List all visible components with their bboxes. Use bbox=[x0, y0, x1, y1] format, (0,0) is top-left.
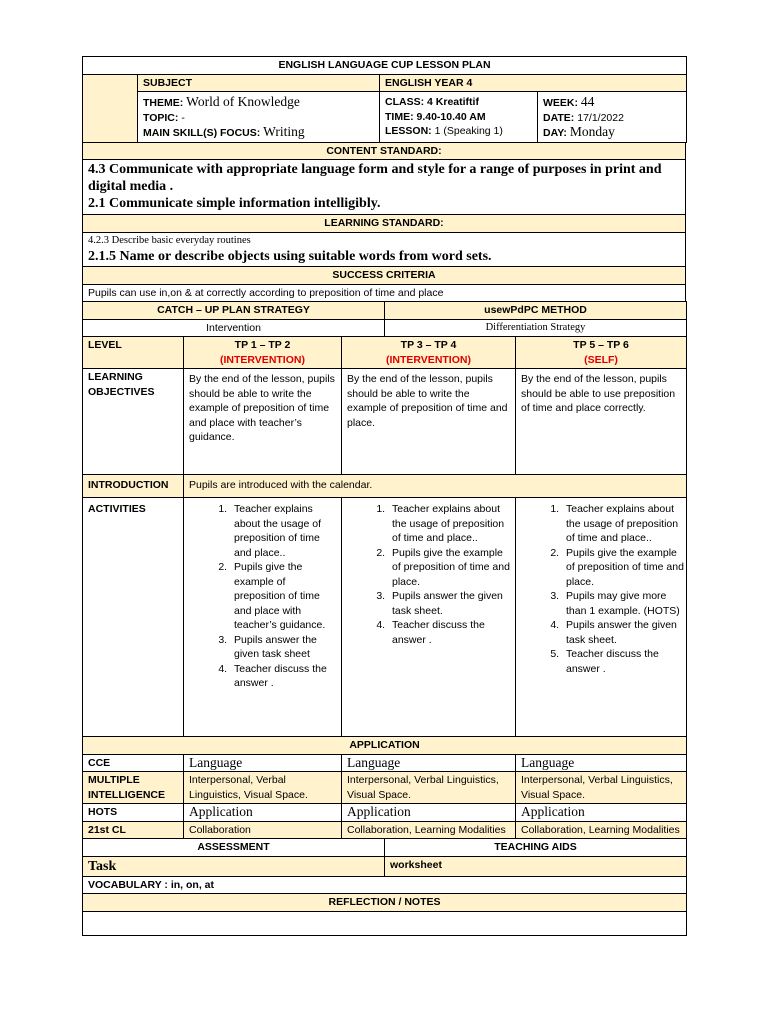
list-item: 4. Teacher discuss the answer . bbox=[230, 662, 339, 691]
objectives-col2: By the end of the lesson, pupils should be able to write the example of preposition of time and place. bbox=[342, 369, 516, 475]
activities-list-3 bbox=[516, 502, 684, 676]
hots-label: HOTS bbox=[83, 804, 184, 822]
list-item: 1. Teacher explains about the usage of preposition of time and place.. bbox=[230, 502, 339, 560]
reflection-label: REFLECTION / NOTES bbox=[83, 894, 687, 912]
mi-label: MULTIPLE INTELLIGENCE bbox=[83, 772, 184, 804]
list-item: 3. Pupils may give more than 1 example. (HOTS) bbox=[562, 589, 684, 618]
introduction-label: INTRODUCTION bbox=[83, 475, 184, 498]
week-value: 44 bbox=[580, 94, 595, 109]
list-item: 4. Pupils answer the given task sheet. bbox=[562, 618, 684, 647]
level-label: LEVEL bbox=[83, 337, 184, 369]
application-table bbox=[82, 736, 687, 839]
cce-col1: Language bbox=[184, 754, 342, 772]
level-col2: TP 3 – TP 4 (INTERVENTION) bbox=[342, 337, 516, 369]
activities-col3 bbox=[516, 498, 687, 737]
catch-up-label: CATCH – UP PLAN STRATEGY bbox=[83, 302, 385, 320]
lesson-plan-sheet bbox=[82, 56, 686, 936]
success-criteria-label: SUCCESS CRITERIA bbox=[83, 267, 686, 285]
week-cell: WEEK: 44 DATE: 17/1/2022 DAY: Monday bbox=[538, 92, 687, 143]
list-item: 5. Teacher discuss the answer . bbox=[562, 647, 684, 676]
list-item: 2. Pupils give the example of preposition of time and place with teacher’s guidance. bbox=[230, 560, 339, 633]
levels-table bbox=[82, 336, 687, 737]
hots-col1: Application bbox=[184, 804, 342, 822]
activities-col1 bbox=[184, 498, 342, 737]
content-standard-text: 4.3 Communicate with appropriate language form and style for a range of purposes in print and digital media . 2.1 Communicate simple information intelligibly. bbox=[83, 160, 686, 215]
list-item: 2. Pupils give the example of preposition of time and place. bbox=[562, 546, 684, 590]
skill-value: Writing bbox=[263, 124, 305, 139]
catch-up-value: Intervention bbox=[83, 319, 385, 337]
cce-col3: Language bbox=[516, 754, 687, 772]
cl-col1: Collaboration bbox=[184, 821, 342, 839]
theme-cell: THEME: World of Knowledge TOPIC: - MAIN SKILL(S) FOCUS: Writing bbox=[138, 92, 380, 143]
objectives-label: LEARNING OBJECTIVES bbox=[83, 369, 184, 475]
cl-label: 21st CL bbox=[83, 821, 184, 839]
level-col1: TP 1 – TP 2 (INTERVENTION) bbox=[184, 337, 342, 369]
teaching-aids-label: TEACHING AIDS bbox=[385, 839, 687, 857]
mi-col2: Interpersonal, Verbal Linguistics, Visual Space. bbox=[342, 772, 516, 804]
vocabulary: VOCABULARY : in, on, at bbox=[83, 876, 687, 894]
assessment-value: Task bbox=[83, 856, 385, 876]
hots-col3: Application bbox=[516, 804, 687, 822]
list-item: 3. Pupils answer the given task sheet bbox=[230, 633, 339, 662]
activities-col2 bbox=[342, 498, 516, 737]
list-item: 2. Pupils give the example of preposition of time and place. bbox=[388, 546, 513, 590]
class-cell: CLASS: 4 Kreatiftif TIME: 9.40-10.40 AM LESSON: 1 (Speaking 1) bbox=[380, 92, 538, 143]
cl-col3: Collaboration, Learning Modalities bbox=[516, 821, 687, 839]
class-value: 4 Kreatiftif bbox=[427, 96, 479, 108]
mi-col1: Interpersonal, Verbal Linguistics, Visual Space. bbox=[184, 772, 342, 804]
time-value: 9.40-10.40 AM bbox=[416, 110, 486, 123]
method-value: Differentiation Strategy bbox=[385, 319, 687, 337]
content-standard-label: CONTENT STANDARD: bbox=[83, 142, 686, 160]
page-title: ENGLISH LANGUAGE CUP LESSON PLAN bbox=[83, 57, 687, 75]
method-label: usewPdPC METHOD bbox=[385, 302, 687, 320]
cl-col2: Collaboration, Learning Modalities bbox=[342, 821, 516, 839]
cce-label: CCE bbox=[83, 754, 184, 772]
hots-col2: Application bbox=[342, 804, 516, 822]
date-value: 17/1/2022 bbox=[577, 111, 624, 124]
mi-col3: Interpersonal, Verbal Linguistics, Visual Space. bbox=[516, 772, 687, 804]
application-label: APPLICATION bbox=[83, 737, 687, 755]
level-col3: TP 5 – TP 6 (SELF) bbox=[516, 337, 687, 369]
assessment-table bbox=[82, 838, 687, 936]
strategy-table bbox=[82, 301, 687, 337]
assessment-label: ASSESSMENT bbox=[83, 839, 385, 857]
objectives-col1: By the end of the lesson, pupils should be able to write the example of preposition of time and place with teacher’s guidance. bbox=[184, 369, 342, 475]
list-item: 1. Teacher explains about the usage of preposition of time and place.. bbox=[388, 502, 513, 546]
activities-list-1 bbox=[184, 502, 339, 691]
header-table bbox=[82, 56, 687, 143]
cce-col2: Language bbox=[342, 754, 516, 772]
list-item: 4. Teacher discuss the answer . bbox=[388, 618, 513, 647]
standards-table bbox=[82, 142, 686, 303]
learning-standard-label: LEARNING STANDARD: bbox=[83, 215, 686, 233]
list-item: 3. Pupils answer the given task sheet. bbox=[388, 589, 513, 618]
introduction-text: Pupils are introduced with the calendar. bbox=[184, 475, 687, 498]
subject-label: SUBJECT bbox=[138, 74, 380, 92]
lesson-value: 1 (Speaking 1) bbox=[434, 125, 503, 137]
list-item: 1. Teacher explains about the usage of preposition of time and place.. bbox=[562, 502, 684, 546]
day-value: Monday bbox=[569, 124, 615, 139]
topic-value: - bbox=[181, 111, 185, 124]
theme-value: World of Knowledge bbox=[186, 94, 300, 109]
teaching-aids-value: worksheet bbox=[385, 856, 687, 876]
objectives-col3: By the end of the lesson, pupils should be able to use preposition of time and place correctly. bbox=[516, 369, 687, 475]
header-side-blank bbox=[83, 74, 138, 142]
success-criteria-text: Pupils can use in,on & at correctly according to preposition of time and place bbox=[83, 284, 686, 302]
subject-value: ENGLISH YEAR 4 bbox=[380, 74, 687, 92]
activities-list-2 bbox=[342, 502, 513, 647]
reflection-notes bbox=[83, 911, 687, 935]
activities-label: ACTIVITIES bbox=[83, 498, 184, 737]
learning-standard-text: 4.2.3 Describe basic everyday routines 2.1.5 Name or describe objects using suitable words from word sets. bbox=[83, 232, 686, 267]
